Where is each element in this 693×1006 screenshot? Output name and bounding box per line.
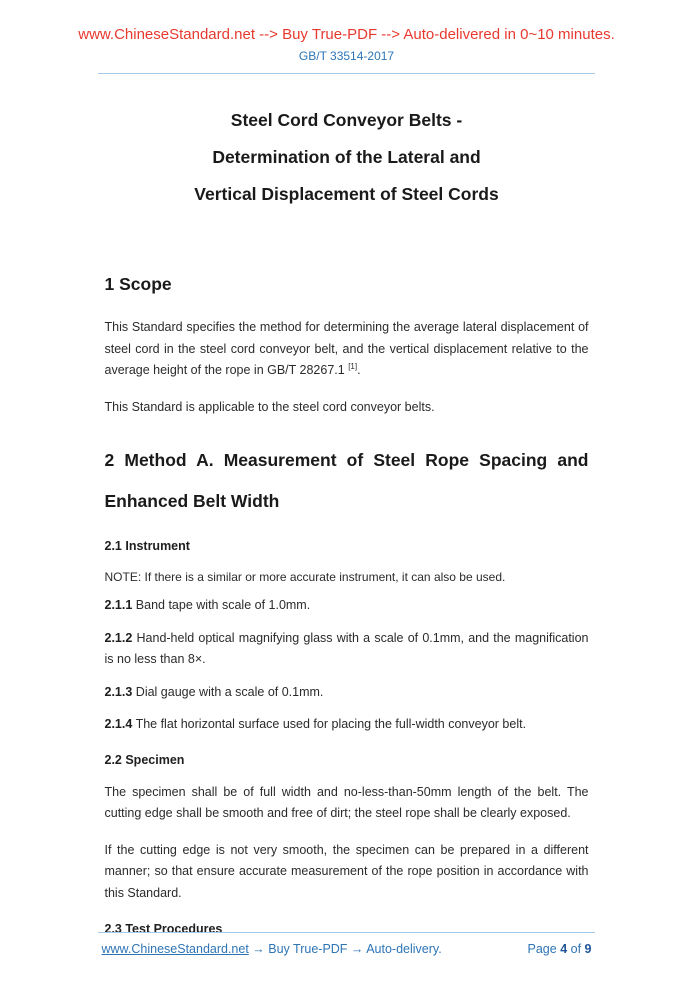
instrument-item-1-text: Band tape with scale of 1.0mm. bbox=[135, 598, 311, 612]
subsection-heading-test-procedures: 2.3 Test Procedures bbox=[104, 922, 223, 936]
page-header bbox=[0, 26, 693, 74]
instrument-item-2-text: Hand-held optical magnifying glass with a scale of 0.1mm, and the magnification is no less than 8×. bbox=[104, 630, 589, 666]
instrument-item-2 bbox=[105, 628, 589, 671]
page-current-number: 4 bbox=[560, 942, 568, 956]
page-total-number: 9 bbox=[584, 942, 592, 956]
document-title-line-1: Steel Cord Conveyor Belts - bbox=[230, 110, 463, 130]
scope-paragraph-1-text: This Standard specifies the method for determining the average lateral displacement of steel cord in the steel cord conveyor belt, and the vertical displacement relative to the average height of the rope in GB/T 28267.1 bbox=[104, 320, 589, 377]
scope-paragraph-1-period: . bbox=[357, 363, 361, 377]
document-title-line-2: Determination of the Lateral and bbox=[212, 147, 481, 167]
instrument-item-2-number: 2.1.2 bbox=[104, 630, 133, 645]
reference-superscript: [1] bbox=[348, 361, 358, 371]
section-heading-method-a: 2 Method A. Measurement of Steel Rope Spacing and Enhanced Belt Width bbox=[104, 450, 589, 511]
document-body bbox=[105, 102, 589, 936]
footer-divider bbox=[98, 932, 595, 933]
footer-left bbox=[102, 942, 442, 956]
instrument-note: NOTE: If there is a similar or more accurate instrument, it can also be used. bbox=[104, 570, 506, 584]
scope-paragraph-1 bbox=[105, 317, 589, 382]
footer-delivery-text: → Buy True-PDF → Auto-delivery. bbox=[248, 942, 442, 956]
instrument-item-1 bbox=[105, 595, 589, 617]
header-divider bbox=[98, 73, 595, 74]
specimen-paragraph-2: If the cutting edge is not very smooth, the specimen can be prepared in a different manner; so that ensure accurate measurement of the rope position in accordance with this Standard. bbox=[104, 842, 589, 900]
document-title bbox=[105, 102, 589, 213]
instrument-item-1-number: 2.1.1 bbox=[104, 598, 133, 612]
instrument-item-4 bbox=[105, 714, 589, 736]
scope-paragraph-2: This Standard is applicable to the steel cord conveyor belts. bbox=[104, 399, 435, 414]
promo-banner-text: www.ChineseStandard.net --> Buy True-PDF --> Auto-delivered in 0~10 minutes. bbox=[78, 26, 615, 43]
instrument-item-3-number: 2.1.3 bbox=[104, 684, 133, 699]
document-title-line-3: Vertical Displacement of Steel Cords bbox=[194, 184, 499, 204]
pdf-page bbox=[0, 26, 693, 1006]
page-label: Page bbox=[527, 942, 557, 956]
instrument-item-4-text: The flat horizontal surface used for placing the full-width conveyor belt. bbox=[135, 717, 527, 731]
instrument-item-3-text: Dial gauge with a scale of 0.1mm. bbox=[135, 684, 324, 699]
page-footer bbox=[0, 932, 693, 956]
specimen-paragraph-1: The specimen shall be of full width and no-less-than-50mm length of the belt. The cutting edge shall be smooth and free of dirt; the steel rope shall be clearly exposed. bbox=[104, 784, 589, 820]
footer-site-link[interactable]: www.ChineseStandard.net bbox=[101, 942, 249, 956]
page-indicator bbox=[528, 942, 592, 956]
section-heading-scope: 1 Scope bbox=[104, 274, 172, 294]
subsection-heading-instrument: 2.1 Instrument bbox=[104, 539, 190, 553]
standard-code: GB/T 33514-2017 bbox=[298, 49, 395, 63]
subsection-heading-specimen: 2.2 Specimen bbox=[104, 752, 185, 767]
page-of-label: of bbox=[570, 942, 582, 956]
instrument-item-4-number: 2.1.4 bbox=[104, 717, 133, 731]
instrument-item-3 bbox=[105, 682, 589, 704]
